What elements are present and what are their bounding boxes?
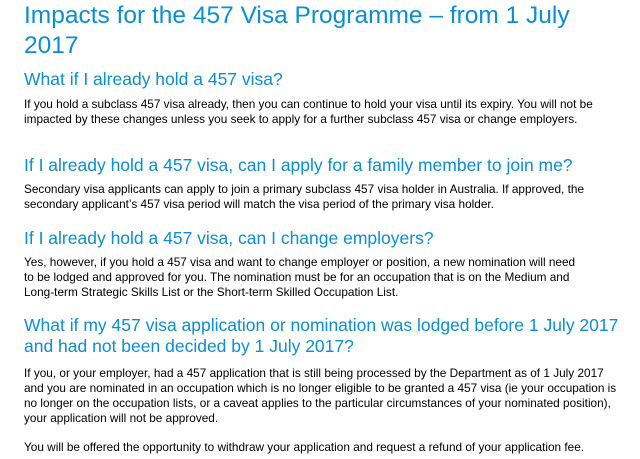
page-title: Impacts for the 457 Visa Programme – from 1 July 2017	[24, 2, 570, 59]
section-body-change-employers: Yes, however, if you hold a 457 visa and want to change employer or position, a new nomination will need to be lodged and approved for you. The nomination must be for an occupation that is on the Medium and Long-term Strategic Skills List or the Short-term Skilled Occupation List.	[24, 255, 576, 299]
section-body-refund: You will be offered the opportunity to withdraw your application and request a refund of your application fee.	[24, 440, 585, 454]
section-body-lodged-before: If you, or your employer, had a 457 application that is still being processed by the Department as of 1 July 2017 and you are nominated in an occupation which is no longer eligible to be granted a 457 visa (ie your occupation is no longer on the occupation lists, or a caveat applies to the particular circumstances of your nominated position), your application will not be approved.	[24, 366, 617, 425]
section-body-family-member: Secondary visa applicants can apply to join a primary subclass 457 visa holder in Australia. If approved, the secondary applicant’s 457 visa period will match the visa period of the primary visa holder.	[24, 182, 585, 211]
section-heading-change-employers: If I already hold a 457 visa, can I change employers?	[24, 228, 434, 248]
section-heading-family-member: If I already hold a 457 visa, can I apply for a family member to join me?	[24, 155, 573, 175]
section-heading-lodged-before: What if my 457 visa application or nomination was lodged before 1 July 2017 and had not been decided by 1 July 2017?	[24, 315, 619, 356]
section-heading-already-hold: What if I already hold a 457 visa?	[24, 69, 283, 89]
section-body-already-hold: If you hold a subclass 457 visa already, then you can continue to hold your visa until its expiry. You will not be impacted by these changes unless you seek to apply for a further subclass 457 visa or change employers.	[24, 97, 593, 126]
